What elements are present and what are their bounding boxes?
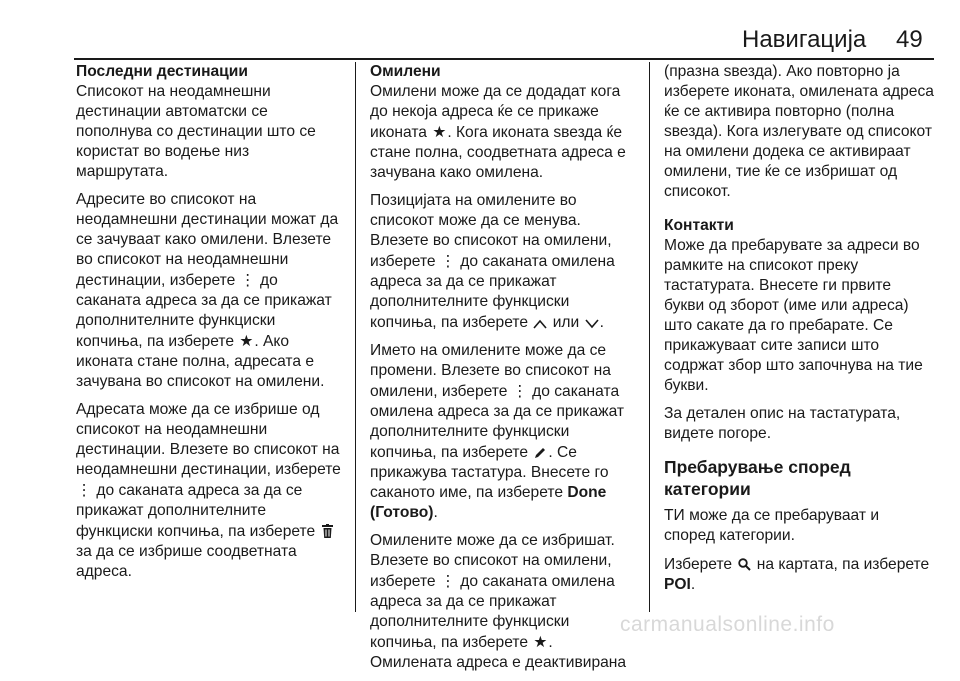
category-paragraph-2: Изберете на картата, па изберете POI. — [664, 556, 930, 593]
search-icon — [736, 554, 752, 574]
contacts-paragraph-2: За детален опис на тастатурата, видете погоре. — [664, 405, 901, 442]
contacts-paragraph-1: Може да пребарувате за адреси во рамките на списокот преку тастатурата. Внесете ги првите букви од зборот (име или адреса) што сакате да го пребарате. Се прикажуваат сите записи што содржат збор што започнува на тие букви. — [664, 237, 923, 394]
recent-destinations-heading: Последни дестинации — [76, 63, 248, 80]
favourites-paragraph-4: Омилените може да се избришат. Влезете во списокот на омилени, изберете ⋮ до саканата омилена адреса за да се прикажат дополнителните функциски копчиња, па изберете ★. Омилената адреса е деактивирана — [370, 532, 627, 671]
favourites-paragraph-1: Омилени може да се додадат кога до некоја адреса ќе се прикаже иконата ★. Кога иконата ѕвезда ќе стане полна, соодветната адреса е зачувана како омилена. — [370, 83, 626, 181]
trash-icon — [320, 521, 336, 541]
favourites-paragraph-3: Името на омилените може да се промени. Влезете во списокот на омилени, изберете ⋮ до саканата омилена адреса за да се прикажат дополнителните функциски копчиња, па изберете . Се прикажува тастатура. Внесете го саканото име, па изберете Done (Готово). — [370, 342, 625, 521]
favourites-paragraph-2: Позицијата на омилените во списокот може да се менува. Влезете во списокот на омилени, изберете ⋮ до саканата омилена адреса за да се прикажат дополнителните функциски копчиња, па изберете или . — [370, 192, 615, 331]
poi-label: POI — [664, 576, 691, 593]
more-vertical-icon: ⋮ — [440, 252, 456, 270]
contacts-heading: Контакти — [664, 217, 734, 234]
page-title: Навигација — [742, 26, 867, 53]
watermark-logo — [620, 614, 940, 636]
chevron-up-icon — [532, 312, 548, 332]
more-vertical-icon: ⋮ — [512, 382, 528, 400]
column-1 — [76, 62, 342, 590]
svg-text:carmanualsonline.info: carmanualsonline.info — [620, 614, 835, 636]
chevron-down-icon — [584, 312, 600, 332]
star-filled-icon: ★ — [239, 332, 254, 350]
more-vertical-icon: ⋮ — [440, 572, 456, 590]
column-separator-2 — [649, 62, 650, 612]
star-filled-icon: ★ — [533, 633, 548, 651]
category-search-heading: Пребарување според категории — [664, 457, 851, 499]
pencil-icon — [532, 442, 548, 462]
recent-paragraph-1: Списокот на неодамнешни дестинации автоматски се пополнува со дестинации што се користат во водење низ маршрутата. — [76, 83, 316, 180]
favourites-continued-paragraph: (празна ѕвезда). Ако повторно ја изберете иконата, омилената адреса ќе се активира повторно (полна ѕвезда). Кога излегувате од списокот на омилени додека се активираат омилени, тие ќе се избришат од списокот. — [664, 63, 934, 200]
star-filled-icon: ★ — [432, 123, 447, 141]
header-rule — [74, 58, 934, 60]
column-separator-1 — [355, 62, 356, 612]
done-label: Done (Готово) — [370, 484, 607, 521]
column-3 — [664, 62, 934, 603]
column-2 — [370, 62, 636, 681]
recent-paragraph-3: Адресата може да се избрише од списокот на неодамнешни дестинации. Влезете во списокот на неодамнешни дестинации, изберете ⋮ до саканата адреса за да се прикажат дополнителните функциски копчиња, па изберете за да се избрише соодветната адреса. — [76, 401, 341, 580]
more-vertical-icon: ⋮ — [239, 271, 256, 289]
favourites-heading: Омилени — [370, 63, 441, 80]
category-paragraph-1: ТИ може да се пребаруваат и според категории. — [664, 507, 880, 544]
page-number: 49 — [896, 26, 923, 53]
more-vertical-icon: ⋮ — [76, 481, 92, 499]
recent-paragraph-2: Адресите во списокот на неодамнешни дестинации можат да се зачуваат како омилени. Влезете во списокот на неодамнешни дестинации, изберете ⋮ до саканата адреса за да се прикажат дополнителните функциски копчиња, па изберете ★. Ако иконата стане полна, адресата е зачувана во списокот на омилени. — [76, 191, 339, 390]
